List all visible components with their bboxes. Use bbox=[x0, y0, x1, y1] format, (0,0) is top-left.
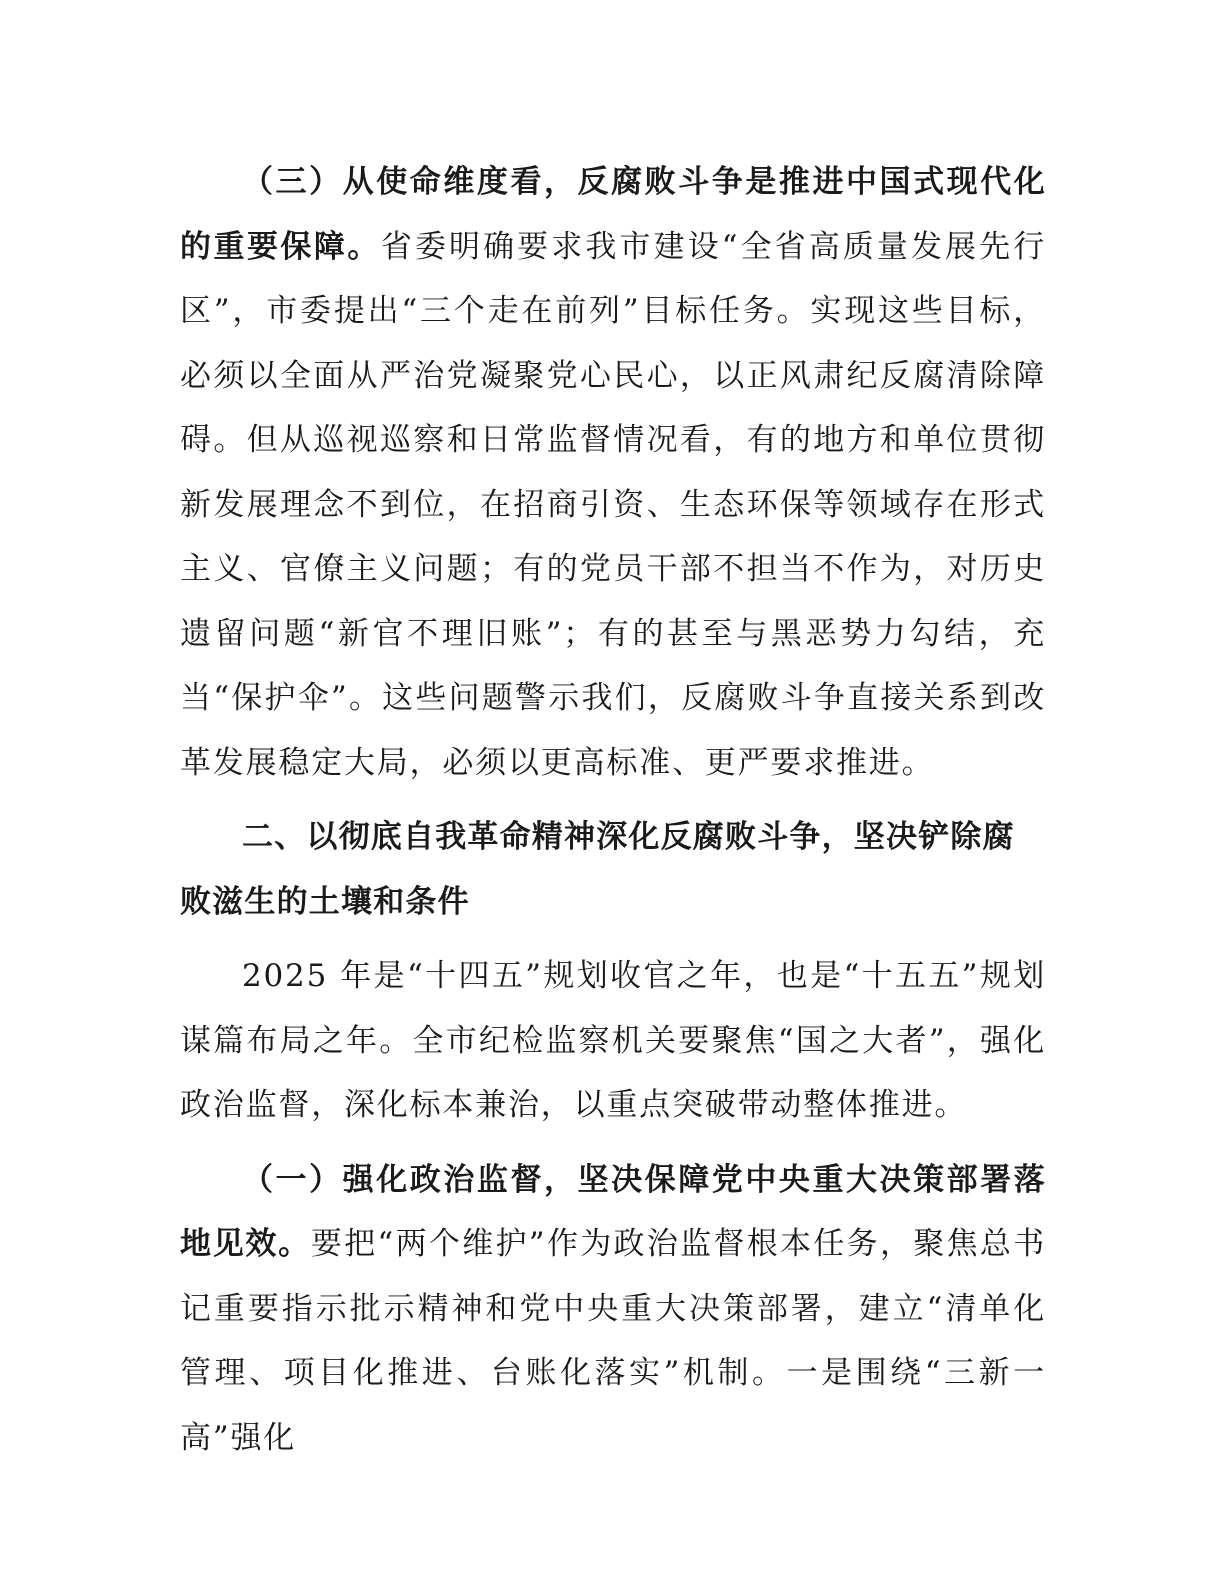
paragraph-political-supervision bbox=[180, 1148, 1046, 1471]
section-heading: 二、以彻底自我革命精神深化反腐败斗争，坚决铲除腐败滋生的土壤和条件 bbox=[180, 819, 1015, 920]
document-page bbox=[180, 150, 1046, 1470]
paragraph-2025-plan: 2025 年是“十四五”规划收官之年，也是“十五五”规划谋篇布局之年。全市纪检监察机关要聚焦“国之大者”，强化政治监督，深化标本兼治，以重点突破带动整体推进。 bbox=[180, 958, 1046, 1123]
paragraph-bold-lead: （三）从使命维度看，反腐败斗争是推进中国式现代化的重要保障。 bbox=[180, 164, 1046, 265]
paragraph-mission-dimension bbox=[180, 150, 1046, 795]
paragraph-body: 要把“两个维护”作为政治监督根本任务，聚焦总书记重要指示批示精神和党中央重大决策部署，建立“清单化管理、项目化推进、台账化落实”机制。一是围绕“三新一高”强化 bbox=[180, 1226, 1047, 1456]
paragraph-body: 省委明确要求我市建设“全省高质量发展先行区”，市委提出“三个走在前列”目标任务。实现这些目标，必须以全面从严治党凝聚党心民心，以正风肃纪反腐清除障碍。但从巡视巡察和日常监督情况看，有的地方和单位贯彻新发展理念不到位，在招商引资、生态环保等领域存在形式主义、官僚主义问题；有的党员干部不担当不作为，对历史遗留问题“新官不理旧账”；有的甚至与黑恶势力勾结，充当“保护伞”。这些问题警示我们，反腐败斗争直接关系到改革发展稳定大局，必须以更高标准、更严要求推进。 bbox=[180, 228, 1046, 781]
paragraph-bold-lead: （一）强化政治监督，坚决保障党中央重大决策部署落地见效。 bbox=[180, 1161, 1046, 1262]
